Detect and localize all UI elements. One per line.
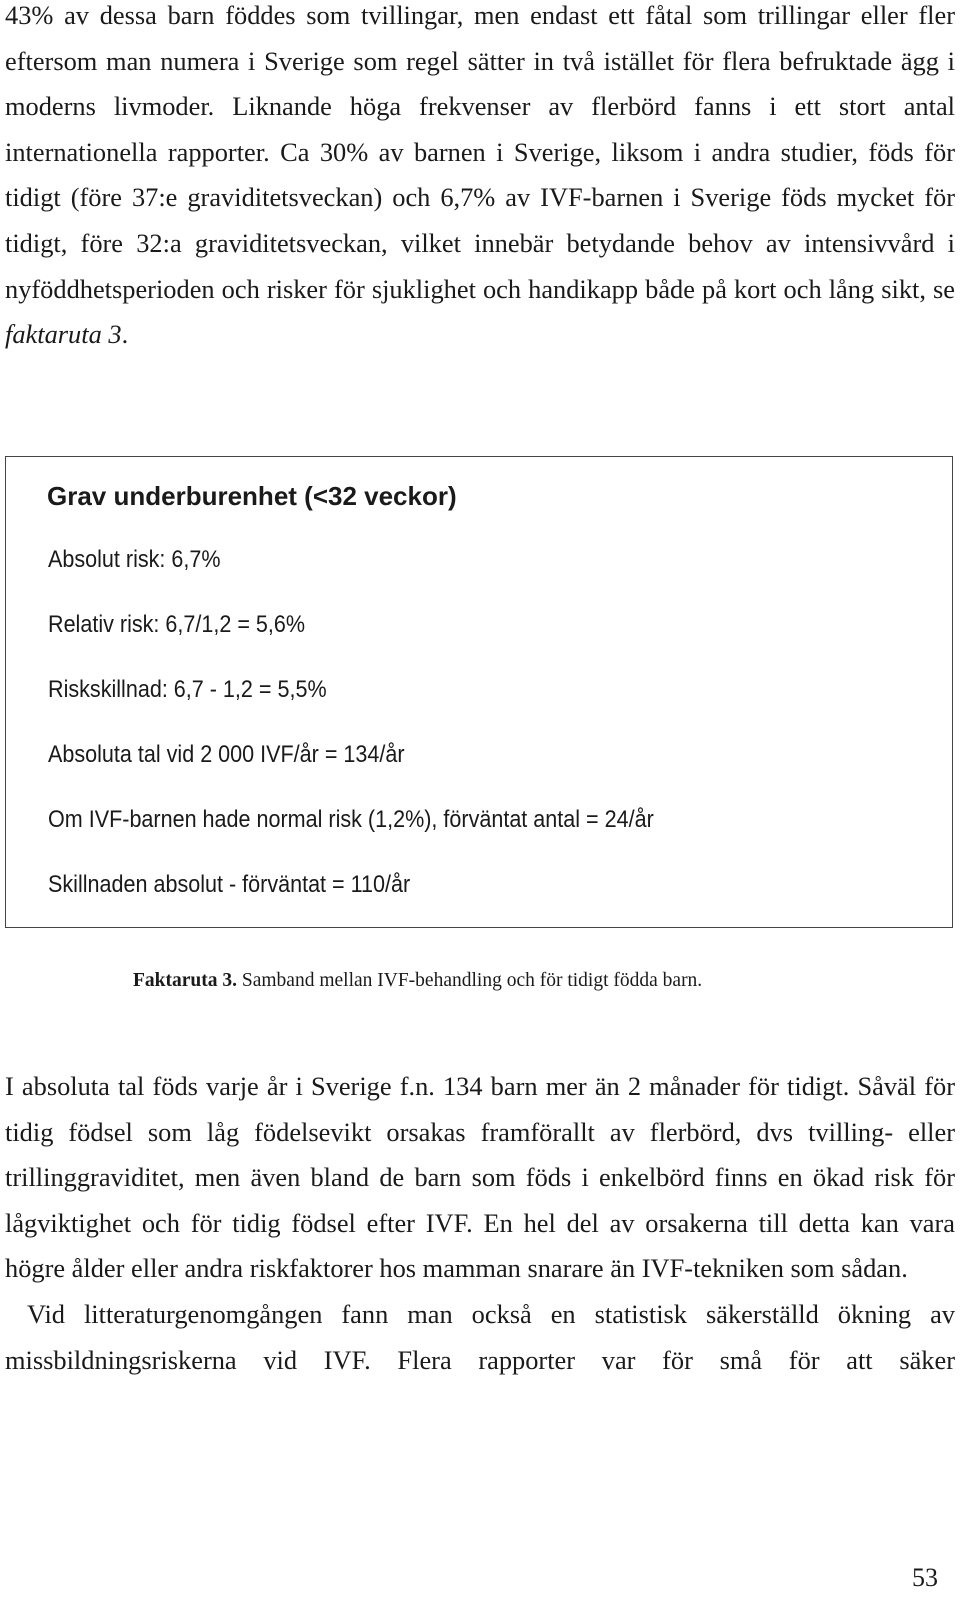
- fact-box-title: Grav underburenhet (<32 veckor): [47, 481, 457, 511]
- paragraph-2: Vid litteraturgenomgången fann man också en statistisk säkerställd ökning av missbildningsriskerna vid IVF. Flera rapporter var för små för att säker: [5, 1298, 955, 1375]
- paragraph: [5, 0, 955, 358]
- paragraph-end: .: [121, 319, 129, 350]
- fact-box-caption: [133, 970, 702, 992]
- caption-label: Faktaruta 3.: [133, 970, 237, 991]
- fact-box-line-absolute-risk: Absolut risk: 6,7%: [48, 546, 221, 573]
- body-paragraph-top: [5, 0, 955, 358]
- caption-text: Samband mellan IVF-behandling och för tidigt födda barn.: [237, 970, 703, 991]
- fact-box-line-absolute-numbers: Absoluta tal vid 2 000 IVF/år = 134/år: [48, 741, 405, 768]
- paragraph-1: I absoluta tal föds varje år i Sverige f.n. 134 barn mer än 2 månader för tidigt. Såväl för tidig födsel som låg födelsevikt orsakas framförallt av flerbörd, dvs tvilling- eller trillinggraviditet, men även bland de barn som föds i enkelbörd finns en ökad risk för lågviktighet och för tidig födsel efter IVF. En hel del av orsakerna till detta kan vara högre ålder eller andra riskfaktorer hos mamman snarare än IVF-tekniken som sådan.: [5, 1071, 955, 1284]
- fact-box-line-expected: Om IVF-barnen hade normal risk (1,2%), förväntat antal = 24/år: [48, 806, 654, 833]
- body-section-bottom: [5, 1064, 955, 1383]
- fact-box-line-risk-difference: Riskskillnad: 6,7 - 1,2 = 5,5%: [48, 676, 327, 703]
- factbox-reference: faktaruta 3: [5, 319, 122, 350]
- fact-box-line-relative-risk: Relativ risk: 6,7/1,2 = 5,6%: [48, 611, 306, 638]
- page-number: 53: [912, 1563, 938, 1592]
- paragraph-text: 43% av dessa barn föddes som tvillingar, men endast ett fåtal som trillingar eller fler eftersom man numera i Sverige som regel sätter in två istället för flera befruktade ägg i moderns livmoder. Liknande höga frekvenser av flerbörd fanns i ett stort antal internationella rapporter. Ca 30% av barnen i Sverige, liksom i andra studier, föds för tidigt (före 37:e graviditetsveckan) och 6,7% av IVF-barnen i Sverige föds mycket för tidigt, före 32:a graviditetsveckan, vilket innebär betydande behov av intensivvård i nyföddhetsperioden och risker för sjuklighet och handikapp både på kort och lång sikt, se: [5, 0, 955, 304]
- fact-box-line-difference: Skillnaden absolut - förväntat = 110/år: [48, 871, 411, 898]
